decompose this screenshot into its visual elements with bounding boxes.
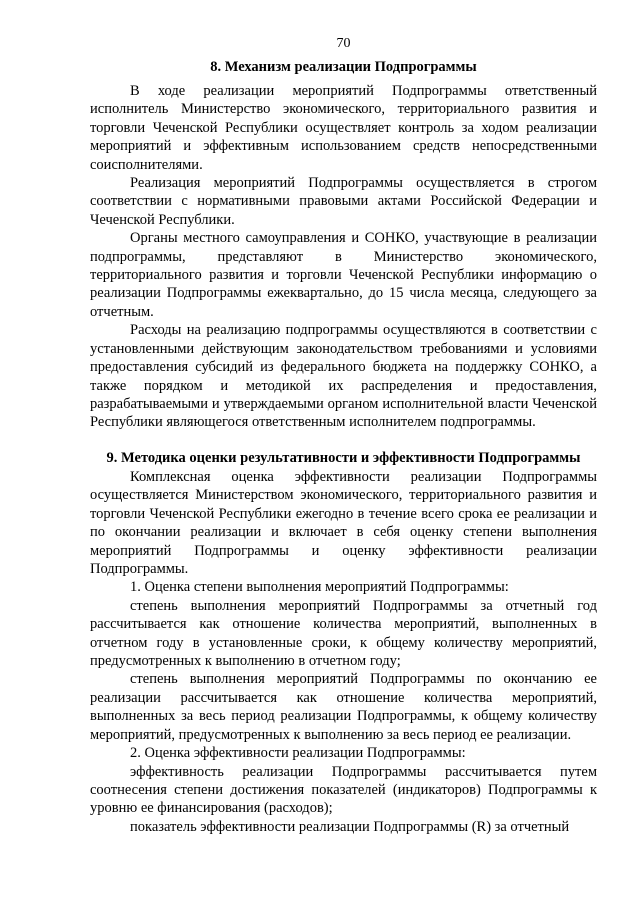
section-8-body <box>90 82 597 432</box>
paragraph: Расходы на реализацию подпрограммы осуществляются в соответствии с установленными действующим законодательством требованиями и условиями предоставления субсидий из федерального бюджета на поддержку СОНКО, а также порядком и методикой их распределения и предоставления, разрабатываемыми и утверждаемыми органом исполнительной власти Чеченской Республики являющегося ответственным исполнителем подпрограммы. <box>90 322 597 431</box>
paragraph: 2. Оценка эффективности реализации Подпрограммы: <box>130 745 466 762</box>
paragraph: В ходе реализации мероприятий Подпрограммы ответственный исполнитель Министерство экономического, территориального развития и торговли Чеченской Республики осуществляет контроль за ходом реализации мероприятий и эффективным использованием средств непосредственными соисполнителями. <box>90 83 597 173</box>
paragraph: эффективность реализации Подпрограммы рассчитывается путем соотнесения степени достижения показателей (индикаторов) Подпрограммы к уровню ее финансирования (расходов); <box>90 763 597 817</box>
paragraph: Комплексная оценка эффективности реализации Подпрограммы осуществляется Министерством экономического, территориального развития и торговли Чеченской Республики ежегодно в течение всего срока ее реализации и по окончании реализации и включает в себя оценку степени выполнения мероприятий Подпрограммы и оценку эффективности реализации Подпрограммы. <box>90 469 597 578</box>
paragraph: Реализация мероприятий Подпрограммы осуществляется в строгом соответствии с нормативными правовыми актами Российской Федерации и Чеченской Республики. <box>90 175 597 228</box>
paragraph: степень выполнения мероприятий Подпрограммы за отчетный год рассчитывается как отношение количества мероприятий, выполненных в отчетном году в установленные сроки, к общему количеству мероприятий, предусмотренных к выполнению в отчетном году; <box>90 597 597 670</box>
section-9-heading: 9. Методика оценки результативности и эффективности Подпрограммы <box>106 450 581 466</box>
section-8-heading: 8. Механизм реализации Подпрограммы <box>210 59 477 75</box>
paragraph: Органы местного самоуправления и СОНКО, участвующие в реализации подпрограммы, представляют в Министерство экономического, территориального развития и торговли Чеченской Республики информацию о реализации Подпрограммы ежеквартально, до 15 числа месяца, следующего за отчетным. <box>90 230 597 320</box>
paragraph: показатель эффективности реализации Подпрограммы (R) за отчетный <box>130 818 570 835</box>
paragraph: 1. Оценка степени выполнения мероприятий Подпрограммы: <box>130 579 509 596</box>
page-number: 70 <box>336 36 351 51</box>
paragraph: степень выполнения мероприятий Подпрограммы по окончанию ее реализации рассчитывается как отношение количества мероприятий, выполненных за весь период реализации Подпрограммы, к общему количеству мероприятий, предусмотренных к выполнению за весь период ее реализации. <box>90 671 597 743</box>
document-page <box>90 0 597 905</box>
section-9-body <box>90 468 597 836</box>
